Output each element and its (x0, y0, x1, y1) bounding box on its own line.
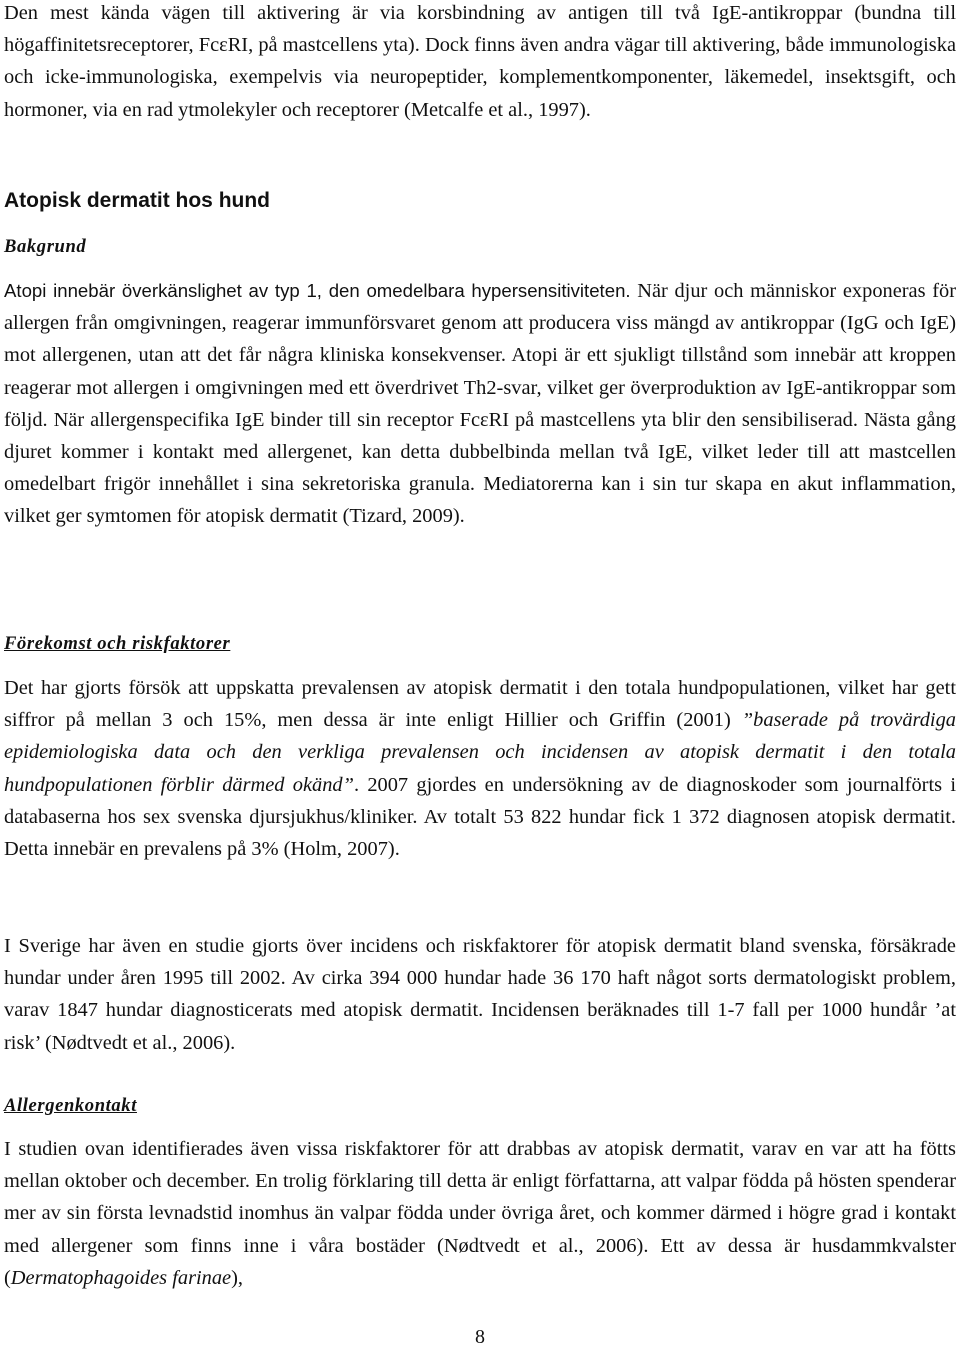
species-name: Dermatophagoides farinae (10, 1266, 232, 1289)
intro-paragraph (4, 0, 956, 126)
forekomst-paragraph (4, 672, 956, 865)
intro-text: Den mest kända vägen till aktivering är via korsbindning av antigen till två IgE-antikroppar (bundna till högaffinitetsreceptorer, FcεRI, på mastcellens yta). Dock finns även andra vägar till aktivering, både immunologiska och icke-immunologiska, exempelvis via neuropeptider, komplementkomponenter, läkemedel, insektsgift, och hormoner, via en rad ytmolekyler och receptorer (Metcalfe et al., 1997). (4, 2, 956, 121)
page-number: 8 (475, 1326, 485, 1348)
bakgrund-text: När djur och människor exponeras för allergen från omgivningen, reagerar immunförsvaret genom att producera viss mängd av antikroppar (IgG och IgE) mot allergenen, utan att det får några kliniska konsekvenser. Atopi är ett sjukligt tillstånd som innebär att kroppen reagerar mot allergen i omgivningen med ett överdrivet Th2-svar, vilket ger överproduktion av IgE-antikroppar som följd. När allergenspecifika IgE binder till sin receptor FcεRI på mastcellens yta blir den sensibiliserad. Nästa gång djuret kommer i kontakt med allergenet, kan detta dubbelbinda mellan två IgE, vilket leder till att mastcellen omedelbart frigör innehållet i sina sekretoriska granula. Mediatorerna kan i sin tur skapa en akut inflammation, vilket ger symtomen för atopisk dermatit (Tizard, 2009). (4, 280, 956, 528)
forekomst-text-after: . 2007 gjordes en undersökning av de diagnoskoder som journalförts i databaserna hos sex svenska djursjukhus/kliniker. Av totalt 53 822 hundar fick 1 372 diagnosen atopisk dermatit. Detta innebär en prevalens på 3% (Holm, 2007). (4, 773, 956, 861)
section-heading: Atopisk dermatit hos hund (4, 189, 271, 212)
forekomst-text-before: Det har gjorts försök att uppskatta prevalensen av atopisk dermatit i den totala hundpopulationen, vilket har gett siffror på mellan 3 och 15%, men dessa är inte enligt Hillier och Griffin (2001) (4, 677, 956, 732)
allergenkontakt-text-before: I studien ovan identifierades även vissa riskfaktorer för att drabbas av atopisk dermatit, varav en var att ha fötts mellan oktober och december. En trolig förklaring till detta är enligt författarna, att valpar födda på hösten spenderar mer av sin första levnadstid inomhus än valpar födda under övriga året, och kommer därmed i högre grad i kontakt med allergener som finns inne i våra bostäder (Nødtvedt et al., 2006). Ett av dessa är husdammkvalster ( (4, 1138, 956, 1289)
bakgrund-heading: Bakgrund (4, 236, 87, 257)
allergenkontakt-text-after: ), (231, 1266, 244, 1289)
allergenkontakt-paragraph (4, 1133, 956, 1294)
allergenkontakt-heading: Allergenkontakt (4, 1095, 137, 1116)
bakgrund-lead-sentence: Atopi innebär överkänslighet av typ 1, den omedelbara hypersensitiviteten. (4, 280, 631, 301)
forekomst-heading: Förekomst och riskfaktorer (4, 633, 231, 654)
sverige-paragraph (4, 930, 956, 1059)
bakgrund-paragraph (4, 275, 956, 533)
forekomst-quote: ”baserade på trovärdiga epidemiologiska data och den verkliga prevalensen och incidensen av atopisk dermatit i den totala hundpopulationen förblir därmed okänd” (4, 709, 956, 796)
sverige-text: I Sverige har även en studie gjorts över incidens och riskfaktorer för atopisk dermatit bland svenska, försäkrade hundar under åren 1995 till 2002. Av cirka 394 000 hundar hade 36 170 haft något sorts dermatologiskt problem, varav 1847 hundar diagnosticerats med atopisk dermatit. Incidensen beräknades till 1-7 fall per 1000 hundår ’at risk’ (Nødtvedt et al., 2006). (4, 935, 956, 1054)
